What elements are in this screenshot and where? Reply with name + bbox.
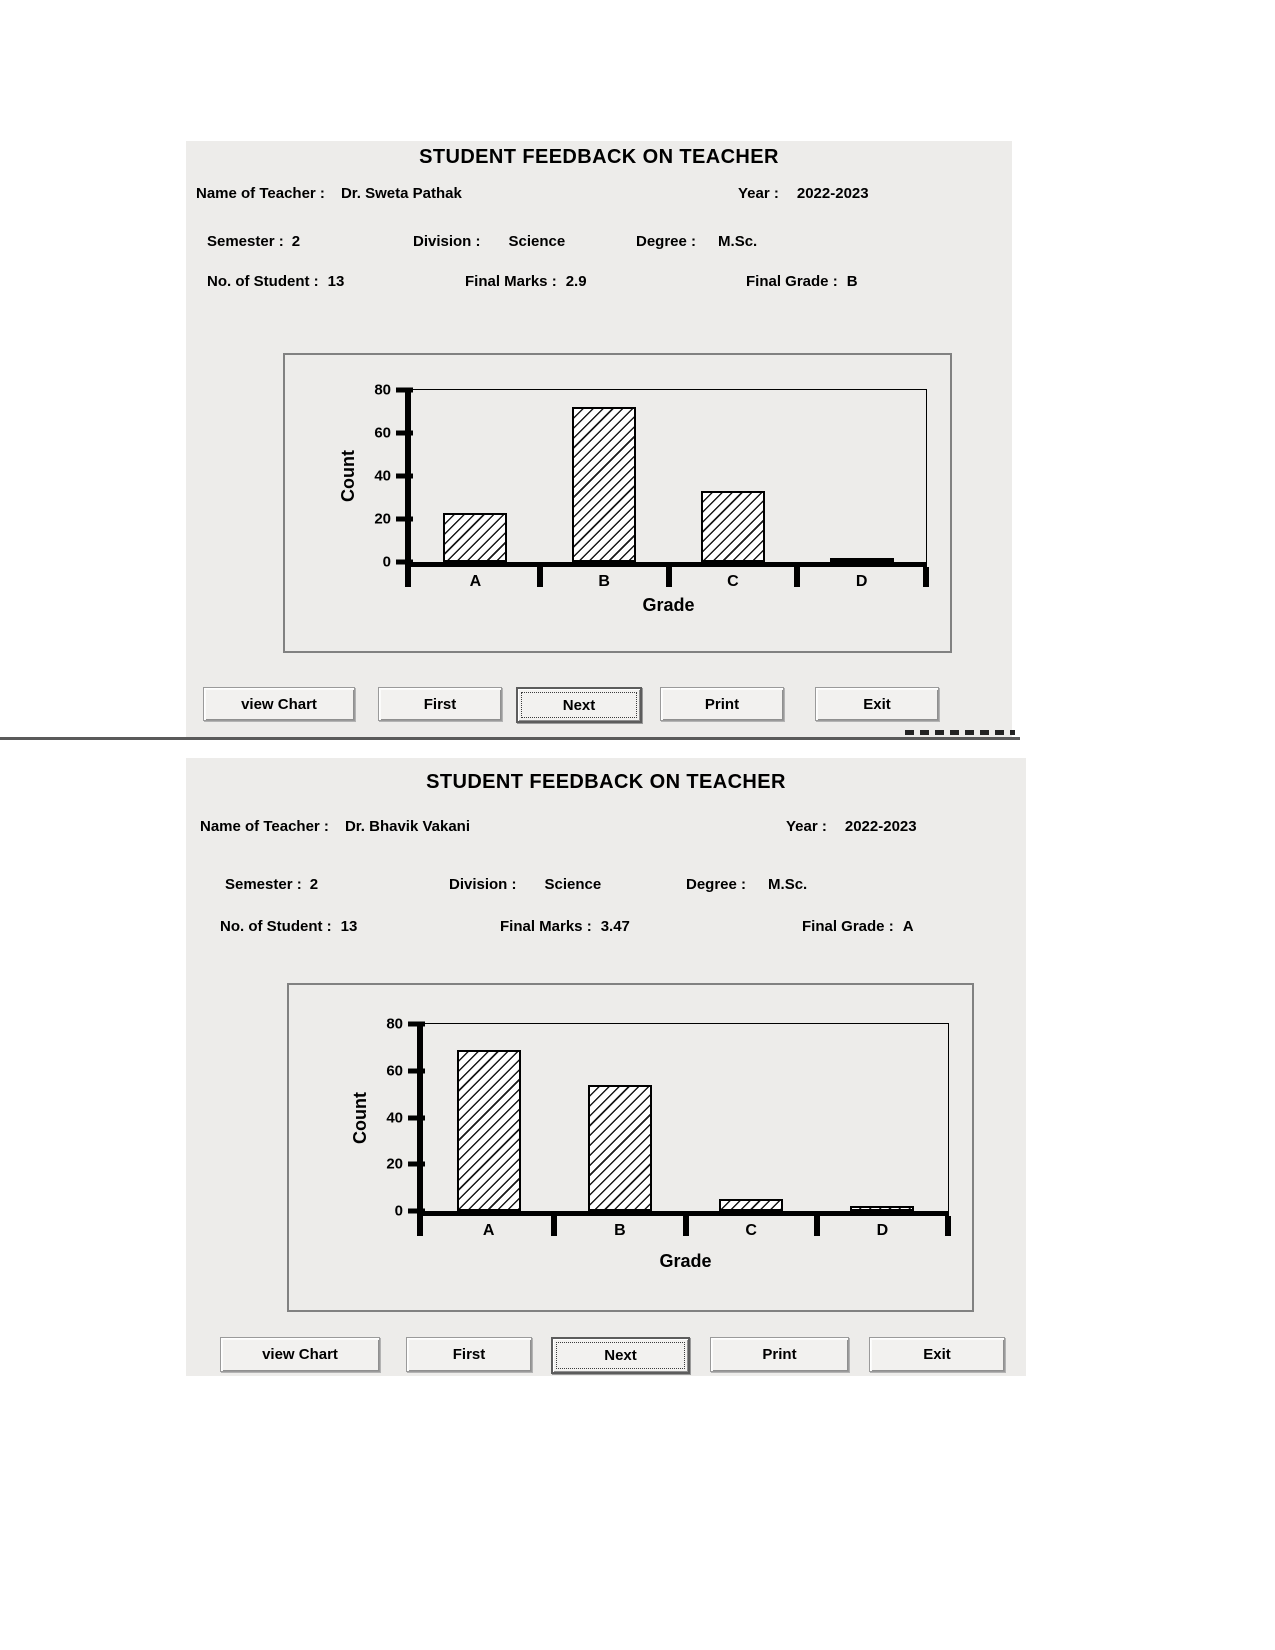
view-chart-button[interactable]: view Chart (203, 687, 355, 721)
print-button[interactable]: Print (710, 1337, 849, 1372)
y-axis-tick (408, 1162, 425, 1167)
degree-label: Degree : (636, 233, 697, 250)
bar-D (850, 1206, 914, 1211)
page-title: STUDENT FEEDBACK ON TEACHER (419, 146, 779, 168)
category-label-A: A (482, 1222, 495, 1239)
year-label: Year : (738, 185, 779, 202)
view-chart-button[interactable]: view Chart (220, 1337, 380, 1372)
final-grade-label: Final Grade : (802, 918, 894, 935)
category-label-D: D (876, 1222, 889, 1239)
y-axis-label: Count (338, 450, 358, 502)
page-title: STUDENT FEEDBACK ON TEACHER (426, 771, 786, 793)
bar-chart (283, 353, 952, 653)
bar-B (588, 1085, 652, 1211)
y-tick-label: 20 (386, 1155, 403, 1173)
year-label: Year : (786, 818, 827, 835)
teacher-name-label: Name of Teacher : (196, 185, 325, 202)
division-label: Division : (413, 233, 481, 250)
x-axis-tick (794, 567, 800, 587)
division-value: Science (544, 876, 602, 893)
page-divider (0, 737, 1020, 740)
students-label: No. of Student : (207, 273, 319, 290)
first-button[interactable]: First (378, 687, 502, 721)
y-axis-tick (396, 517, 413, 522)
teacher-name-value: Dr. Bhavik Vakani (344, 818, 471, 835)
y-tick-label: 80 (374, 381, 391, 399)
y-axis-tick (396, 431, 413, 436)
bar-D (830, 558, 894, 562)
y-axis-tick (396, 388, 413, 393)
print-button[interactable]: Print (660, 687, 784, 721)
exit-button[interactable]: Exit (815, 687, 939, 721)
students-label: No. of Student : (220, 918, 332, 935)
degree-value: M.Sc. (718, 233, 758, 250)
final-marks-label: Final Marks : (500, 918, 592, 935)
bar-C (701, 491, 765, 562)
x-axis-label: Grade (659, 1251, 712, 1271)
students-value: 13 (340, 918, 358, 935)
y-axis-extension (405, 567, 411, 587)
bar-C (719, 1199, 783, 1211)
final-grade-label: Final Grade : (746, 273, 838, 290)
bar-A (457, 1050, 521, 1211)
y-tick-label: 40 (374, 467, 391, 485)
y-tick-label: 60 (374, 424, 391, 442)
next-button[interactable]: Next (516, 687, 642, 723)
plot-area (338, 381, 927, 615)
x-axis-tick (814, 1216, 820, 1236)
x-axis-tick (683, 1216, 689, 1236)
exit-button[interactable]: Exit (869, 1337, 1005, 1372)
division-value: Science (508, 233, 566, 250)
y-axis-tick (396, 474, 413, 479)
semester-value: 2 (291, 233, 301, 250)
final-marks-label: Final Marks : (465, 273, 557, 290)
feedback-window-1 (186, 141, 1012, 737)
semester-label: Semester : (225, 876, 302, 893)
y-tick-label: 60 (386, 1062, 403, 1080)
first-button[interactable]: First (406, 1337, 532, 1372)
next-button[interactable]: Next (551, 1337, 690, 1374)
category-label-A: A (469, 573, 482, 590)
feedback-window-2 (186, 758, 1026, 1376)
y-axis-extension (417, 1216, 423, 1236)
final-marks-value: 3.47 (600, 918, 630, 935)
teacher-name-label: Name of Teacher : (200, 818, 329, 835)
semester-value: 2 (309, 876, 319, 893)
category-label-D: D (855, 573, 868, 590)
y-tick-label: 80 (386, 1015, 403, 1033)
division-label: Division : (449, 876, 517, 893)
teacher-name-value: Dr. Sweta Pathak (340, 185, 462, 202)
plot-area (350, 1015, 949, 1271)
category-label-C: C (745, 1222, 757, 1239)
year-value: 2022-2023 (796, 185, 869, 202)
y-axis-tick (408, 1068, 425, 1073)
degree-label: Degree : (686, 876, 747, 893)
students-value: 13 (327, 273, 345, 290)
y-axis-tick (408, 1115, 425, 1120)
degree-value: M.Sc. (768, 876, 808, 893)
x-axis-tick (923, 567, 929, 587)
x-axis-tick (551, 1216, 557, 1236)
y-tick-label: 20 (374, 510, 391, 528)
x-axis-tick (945, 1216, 951, 1236)
x-axis-tick (666, 567, 672, 587)
final-grade-value: A (902, 918, 914, 935)
bar-chart (287, 983, 974, 1312)
y-axis-tick (396, 560, 413, 565)
x-axis-tick (537, 567, 543, 587)
bar-B (572, 407, 636, 562)
bar-A (443, 513, 507, 562)
category-label-C: C (727, 573, 739, 590)
year-value: 2022-2023 (844, 818, 917, 835)
y-axis-label: Count (350, 1091, 370, 1144)
y-axis-tick (408, 1209, 425, 1214)
semester-label: Semester : (207, 233, 284, 250)
y-tick-label: 40 (386, 1109, 403, 1126)
category-label-B: B (614, 1222, 626, 1239)
y-axis-tick (408, 1022, 425, 1027)
y-tick-label: 0 (382, 553, 391, 571)
category-label-B: B (598, 573, 610, 590)
final-marks-value: 2.9 (565, 273, 587, 290)
y-tick-label: 0 (394, 1202, 403, 1220)
x-axis-label: Grade (642, 595, 695, 615)
final-grade-value: B (846, 273, 858, 290)
cropped-text-artifact (905, 730, 1015, 735)
